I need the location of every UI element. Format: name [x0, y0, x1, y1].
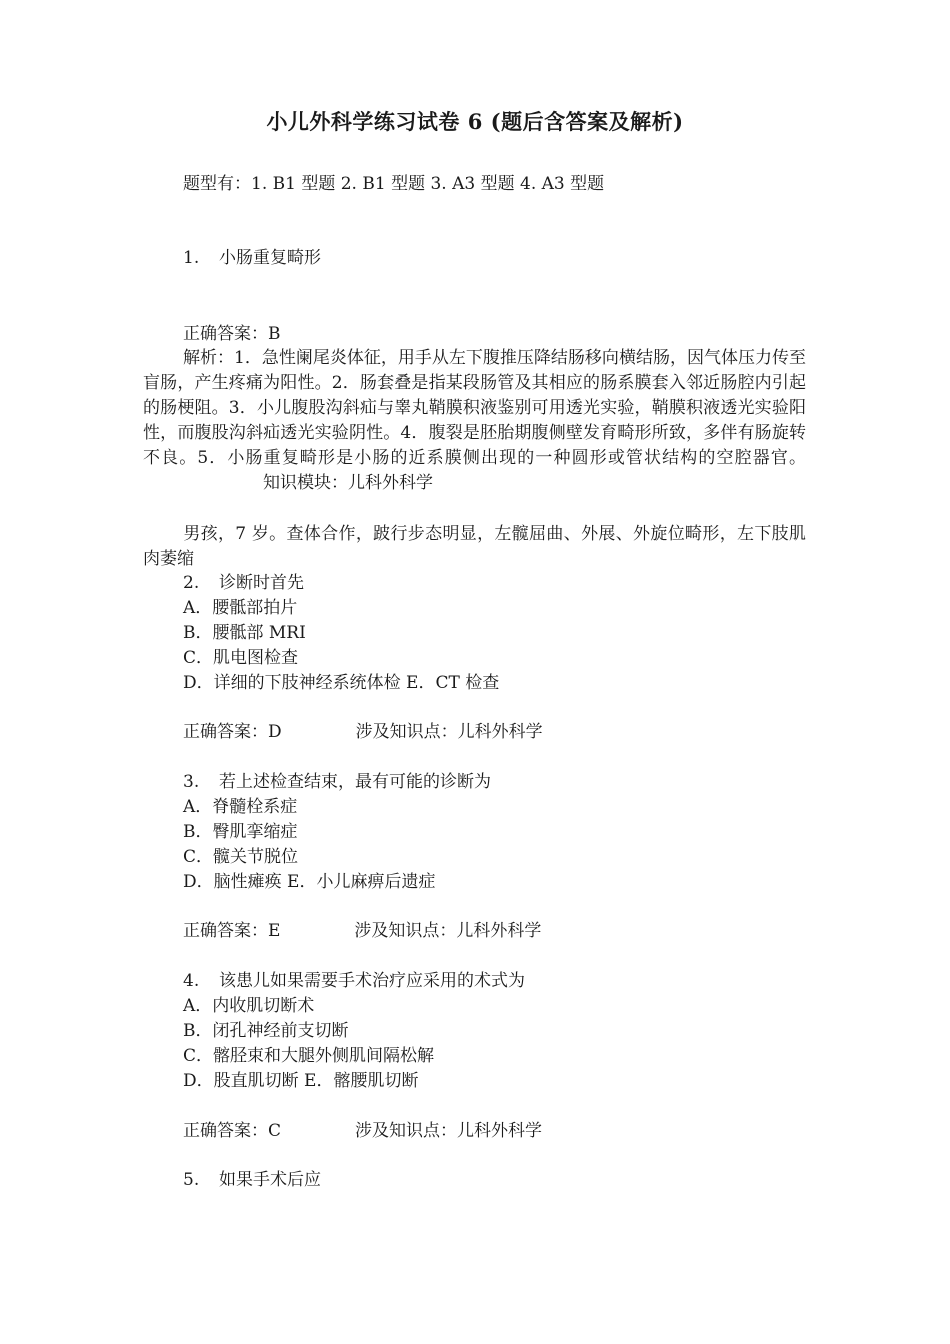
question-2	[183, 571, 304, 596]
page-title: 小儿外科学练习试卷 6 (题后含答案及解析)	[266, 109, 684, 134]
question-4-stem: 该患儿如果需要手术治疗应采用的术式为	[219, 971, 525, 991]
question-2-answer: 正确答案：D	[183, 722, 282, 742]
question-3-answer: 正确答案：E	[183, 921, 281, 941]
question-2-number: 2.	[183, 573, 200, 593]
question-4-option-b: B．闭孔神经前支切断	[183, 1021, 349, 1041]
question-2-option-d-e: D．详细的下肢神经系统体检 E．CT 检查	[183, 673, 500, 693]
question-4-option-d-e: D．股直肌切断 E．髂腰肌切断	[183, 1071, 419, 1091]
question-1-analysis	[143, 346, 806, 496]
question-3	[183, 770, 491, 795]
question-5	[183, 1168, 321, 1193]
question-5-number: 5.	[183, 1170, 200, 1190]
question-1-answer: 正确答案：B	[183, 324, 281, 344]
question-types-line: 题型有：1. B1 型题 2. B1 型题 3. A3 型题 4. A3 型题	[183, 174, 605, 194]
question-4-option-a: A．内收肌切断术	[183, 996, 315, 1016]
question-3-number: 3.	[183, 772, 200, 792]
question-1-module: 知识模块：儿科外科学	[263, 473, 433, 493]
question-1-stem: 小肠重复畸形	[219, 248, 321, 268]
question-2-option-a: A．腰骶部拍片	[183, 598, 298, 618]
question-1-number: 1.	[183, 248, 200, 268]
question-2-answer-row	[183, 720, 543, 745]
question-3-option-a: A．脊髓栓系症	[183, 797, 298, 817]
question-4-answer: 正确答案：C	[183, 1121, 282, 1141]
case-text: 男孩，7 岁。查体合作，跛行步态明显，左髋屈曲、外展、外旋位畸形，左下肢肌肉萎缩	[143, 524, 806, 569]
question-3-option-b: B．臀肌挛缩症	[183, 822, 298, 842]
question-3-stem: 若上述检查结束，最有可能的诊断为	[219, 772, 491, 792]
question-1-analysis-text: 解析：1．急性阑尾炎体征，用手从左下腹推压降结肠移向横结肠，因气体压力传至盲肠，产生疼痛为阳性。2．肠套叠是指某段肠管及其相应的肠系膜套入邻近肠腔内引起的肠梗阻。3．小儿腹股沟斜疝与睾丸鞘膜积液鉴别可用透光实验，鞘膜积液透光实验阳性，而腹股沟斜疝透光实验阴性。4．腹裂是胚胎期腹侧壁发育畸形所致，多伴有肠旋转不良。5．小肠重复畸形是小肠的近系膜侧出现的一种圆形或管状结构的空腔器官。	[143, 348, 806, 468]
question-5-stem: 如果手术后应	[219, 1170, 321, 1190]
question-2-stem: 诊断时首先	[219, 573, 304, 593]
question-3-option-d-e: D．脑性瘫痪 E．小儿麻痹后遗症	[183, 872, 436, 892]
question-3-option-c: C．髋关节脱位	[183, 847, 299, 867]
question-2-option-b: B．腰骶部 MRI	[183, 623, 306, 643]
question-4-option-c: C．髂胫束和大腿外侧肌间隔松解	[183, 1046, 435, 1066]
question-4-number: 4.	[183, 971, 200, 991]
question-4	[183, 969, 525, 994]
question-2-option-c: C．肌电图检查	[183, 648, 299, 668]
question-4-point: 涉及知识点：儿科外科学	[355, 1121, 543, 1141]
question-4-answer-row	[183, 1119, 542, 1144]
question-1	[183, 246, 321, 271]
question-3-point: 涉及知识点：儿科外科学	[354, 921, 542, 941]
case-description	[143, 522, 806, 572]
question-2-point: 涉及知识点：儿科外科学	[355, 722, 543, 742]
question-3-answer-row	[183, 919, 541, 944]
